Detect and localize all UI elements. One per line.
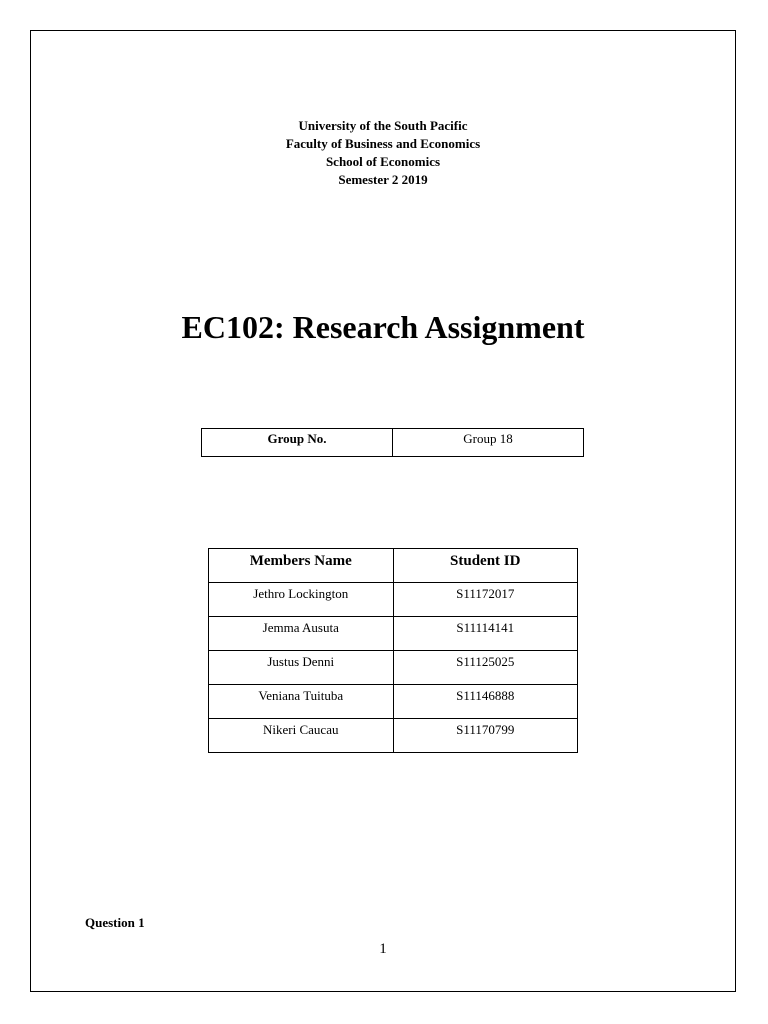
group-table (201, 428, 584, 457)
question-heading: Question 1 (85, 915, 145, 930)
university-name: University of the South Pacific (298, 118, 468, 133)
member-name: Jethro Lockington (209, 583, 394, 617)
table-row (209, 617, 578, 651)
student-id: S11125025 (393, 651, 578, 685)
semester-label: Semester 2 2019 (338, 172, 428, 187)
members-table (208, 548, 578, 753)
table-row (209, 719, 578, 753)
student-id: S11172017 (393, 583, 578, 617)
table-row (209, 651, 578, 685)
document-title: EC102: Research Assignment (181, 309, 585, 345)
student-id: S11146888 (393, 685, 578, 719)
group-label: Group No. (202, 429, 393, 457)
members-header-row (209, 549, 578, 583)
school-name: School of Economics (325, 154, 441, 169)
page-number: 1 (379, 941, 387, 957)
member-name: Nikeri Caucau (209, 719, 394, 753)
member-name: Jemma Ausuta (209, 617, 394, 651)
group-row (202, 429, 584, 457)
member-name: Justus Denni (209, 651, 394, 685)
member-name: Veniana Tuituba (209, 685, 394, 719)
institution-header (31, 117, 735, 189)
table-row (209, 583, 578, 617)
group-value: Group 18 (393, 429, 584, 457)
column-header-student-id: Student ID (393, 549, 578, 583)
column-header-members-name: Members Name (209, 549, 394, 583)
student-id: S11170799 (393, 719, 578, 753)
student-id: S11114141 (393, 617, 578, 651)
document-page (30, 30, 736, 992)
faculty-name: Faculty of Business and Economics (285, 136, 481, 151)
table-row (209, 685, 578, 719)
